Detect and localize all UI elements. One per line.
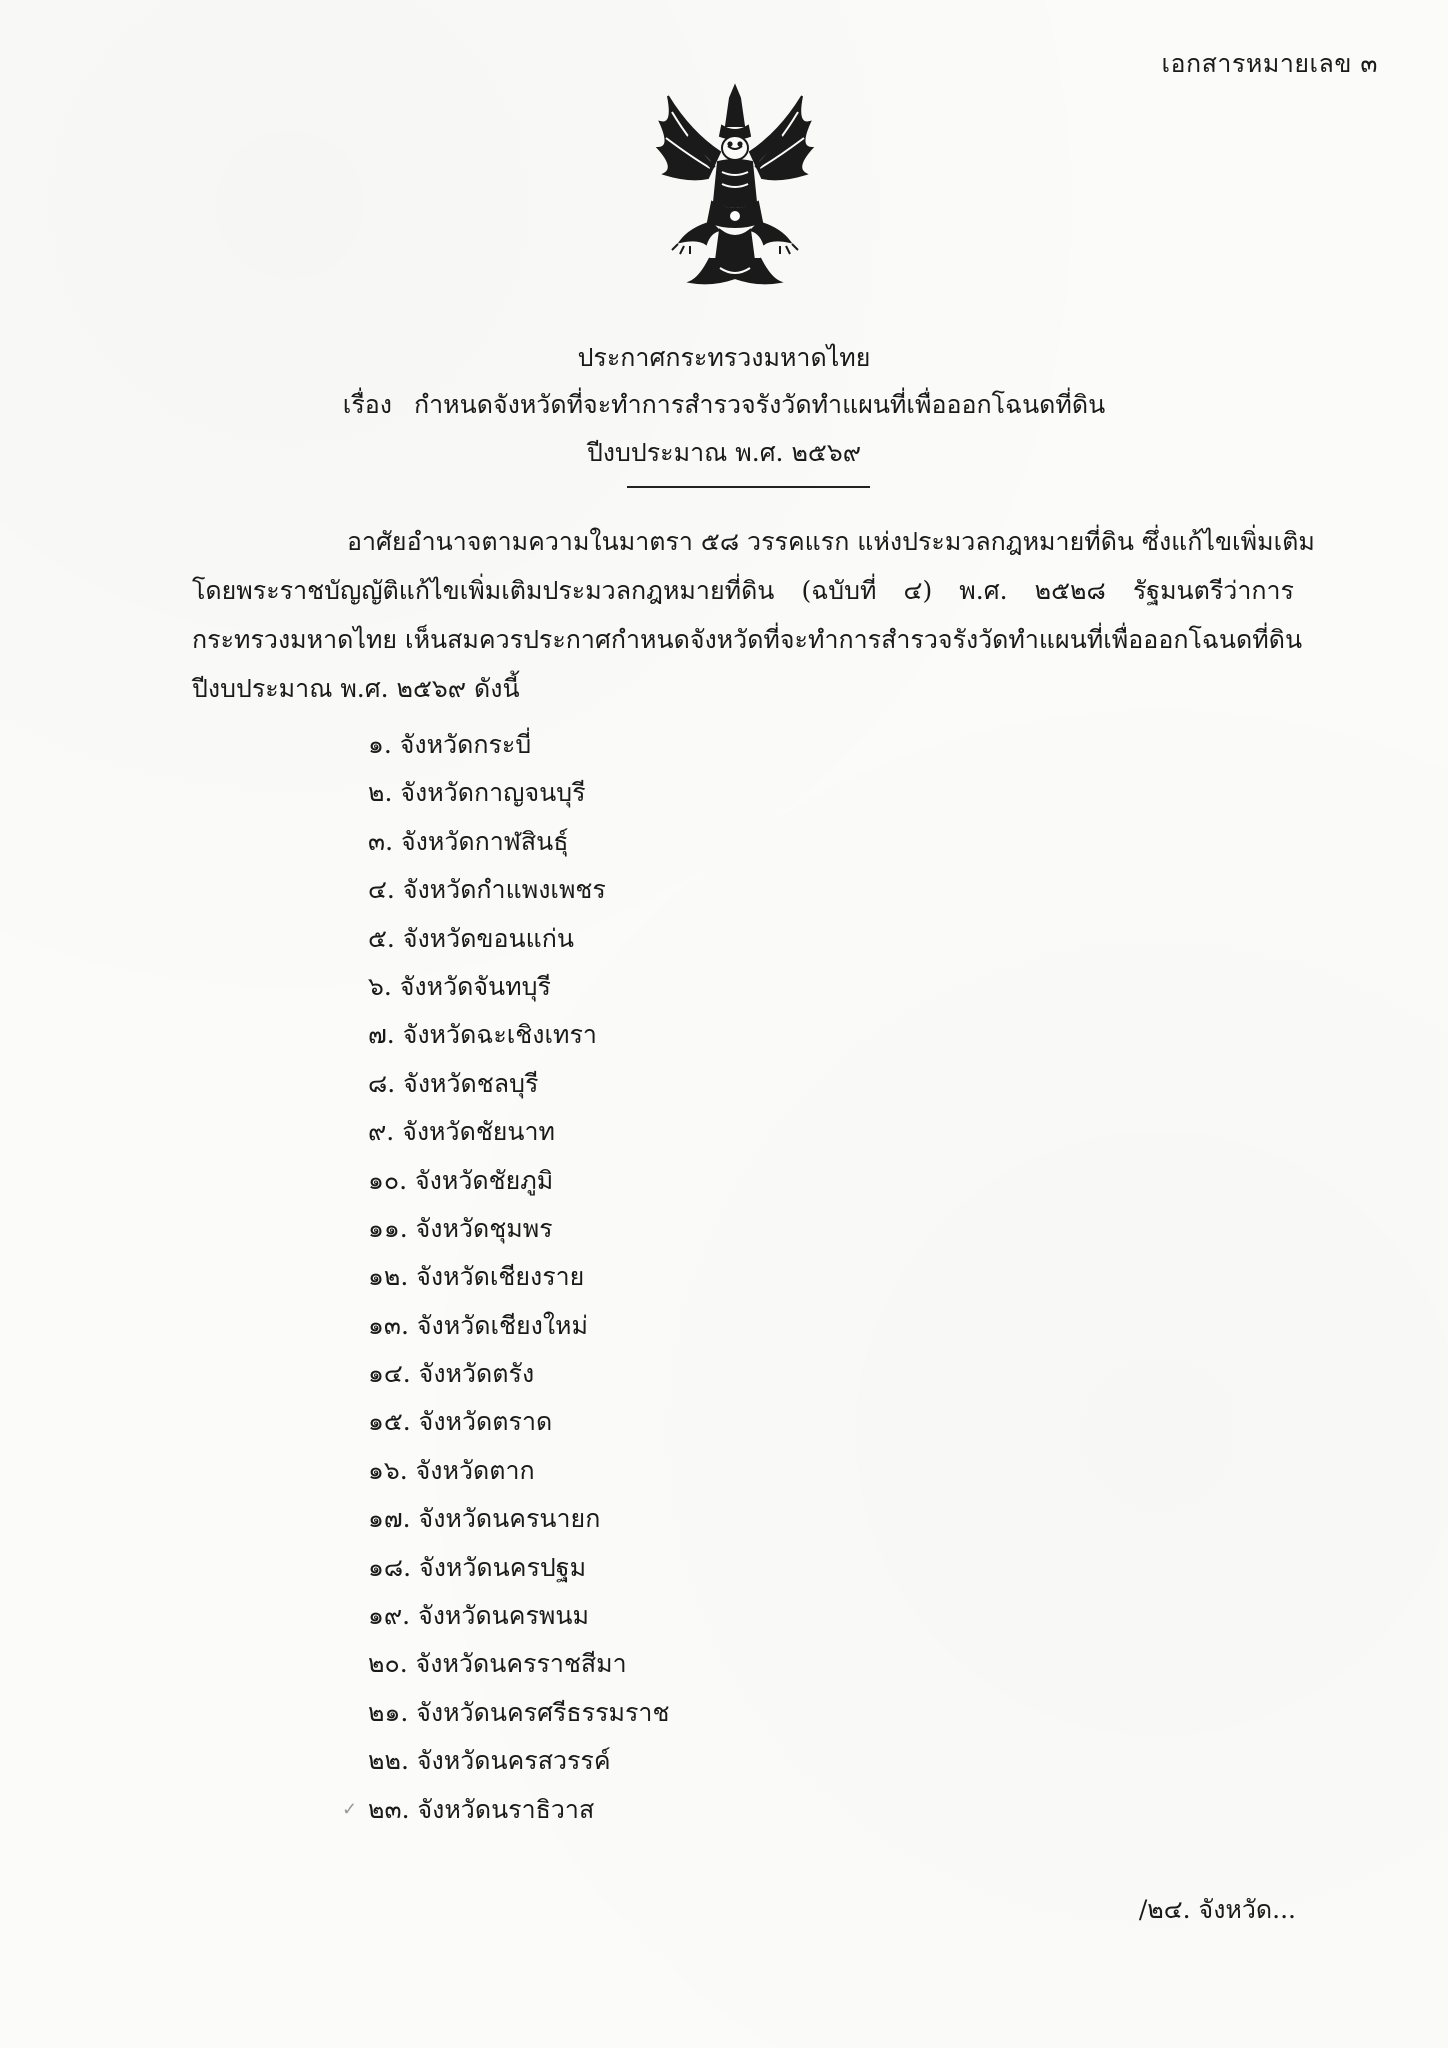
province-item: ๑๘. จังหวัดนครปฐม bbox=[368, 1552, 587, 1582]
body-line: ปีงบประมาณ พ.ศ. ๒๕๖๙ ดังนี้ bbox=[192, 674, 520, 703]
province-item: ๔. จังหวัดกำแพงเพชร bbox=[368, 875, 606, 905]
province-item: ๙. จังหวัดชัยนาท bbox=[368, 1117, 556, 1147]
subject-text: กำหนดจังหวัดที่จะทำการสำรวจรังวัดทำแผนที่เพื่อออกโฉนดที่ดิน bbox=[413, 390, 1106, 419]
province-item: ๓. จังหวัดกาฬสินธุ์ bbox=[368, 826, 569, 856]
province-item: ๑๓. จังหวัดเชียงใหม่ bbox=[368, 1310, 588, 1340]
province-item-label: ๒๓. จังหวัดนราธิวาส bbox=[368, 1794, 595, 1824]
garuda-emblem-icon bbox=[650, 82, 820, 292]
province-item: ๑๖. จังหวัดตาก bbox=[368, 1455, 535, 1485]
province-item: ๕. จังหวัดขอนแก่น bbox=[368, 923, 574, 953]
province-item: ๘. จังหวัดชลบุรี bbox=[368, 1068, 539, 1098]
province-item: ๑๕. จังหวัดตราด bbox=[368, 1407, 553, 1437]
body-line: อาศัยอำนาจตามความในมาตรา ๕๘ วรรคแรก แห่งประมวลกฎหมายที่ดิน ซึ่งแก้ไขเพิ่มเติม bbox=[347, 527, 1315, 556]
province-list bbox=[342, 721, 670, 1834]
check-mark-icon: ✓ bbox=[342, 1798, 358, 1820]
province-item: ๖. จังหวัดจันทบุรี bbox=[368, 971, 551, 1001]
province-item: ๑๔. จังหวัดตรัง bbox=[368, 1359, 535, 1389]
province-item: ๒๐. จังหวัดนครราชสีมา bbox=[368, 1649, 627, 1679]
province-item: ๑๑. จังหวัดชุมพร bbox=[368, 1213, 553, 1243]
title-fiscal-year: ปีงบประมาณ พ.ศ. ๒๕๖๙ bbox=[586, 438, 862, 467]
title-divider bbox=[627, 486, 870, 488]
subject-label: เรื่อง bbox=[342, 390, 392, 419]
province-item: ๑๒. จังหวัดเชียงราย bbox=[368, 1262, 585, 1292]
province-item: ๒๒. จังหวัดนครสวรรค์ bbox=[368, 1746, 611, 1776]
province-item: ๒. จังหวัดกาญจนบุรี bbox=[368, 778, 586, 808]
body-line: กระทรวงมหาดไทย เห็นสมควรประกาศกำหนดจังหวัดที่จะทำการสำรวจรังวัดทำแผนที่เพื่อออกโฉนดที่ดิน bbox=[192, 625, 1303, 654]
body-line: โดยพระราชบัญญัติแก้ไขเพิ่มเติมประมวลกฎหมายที่ดิน (ฉบับที่ ๔) พ.ศ. ๒๕๒๘ รัฐมนตรีว่าการ bbox=[192, 576, 1294, 605]
province-item: ๗. จังหวัดฉะเชิงเทรา bbox=[368, 1020, 597, 1050]
province-item: ๑๗. จังหวัดนครนายก bbox=[368, 1504, 601, 1534]
page-continuation: /๒๔. จังหวัด... bbox=[1138, 1895, 1296, 1924]
province-item: ๒๑. จังหวัดนครศรีธรรมราช bbox=[368, 1697, 670, 1727]
province-item: ๑๙. จังหวัดนครพนม bbox=[368, 1601, 589, 1631]
province-item-last bbox=[342, 1786, 669, 1834]
title-ministry-announcement: ประกาศกระทรวงมหาดไทย bbox=[577, 343, 871, 372]
province-item: ๑๐. จังหวัดชัยภูมิ bbox=[368, 1165, 554, 1195]
body-paragraph bbox=[192, 517, 1315, 713]
province-item: ๑. จังหวัดกระบี่ bbox=[368, 730, 532, 759]
document-number: เอกสารหมายเลข ๓ bbox=[1161, 49, 1378, 78]
title-subject bbox=[0, 385, 1448, 425]
